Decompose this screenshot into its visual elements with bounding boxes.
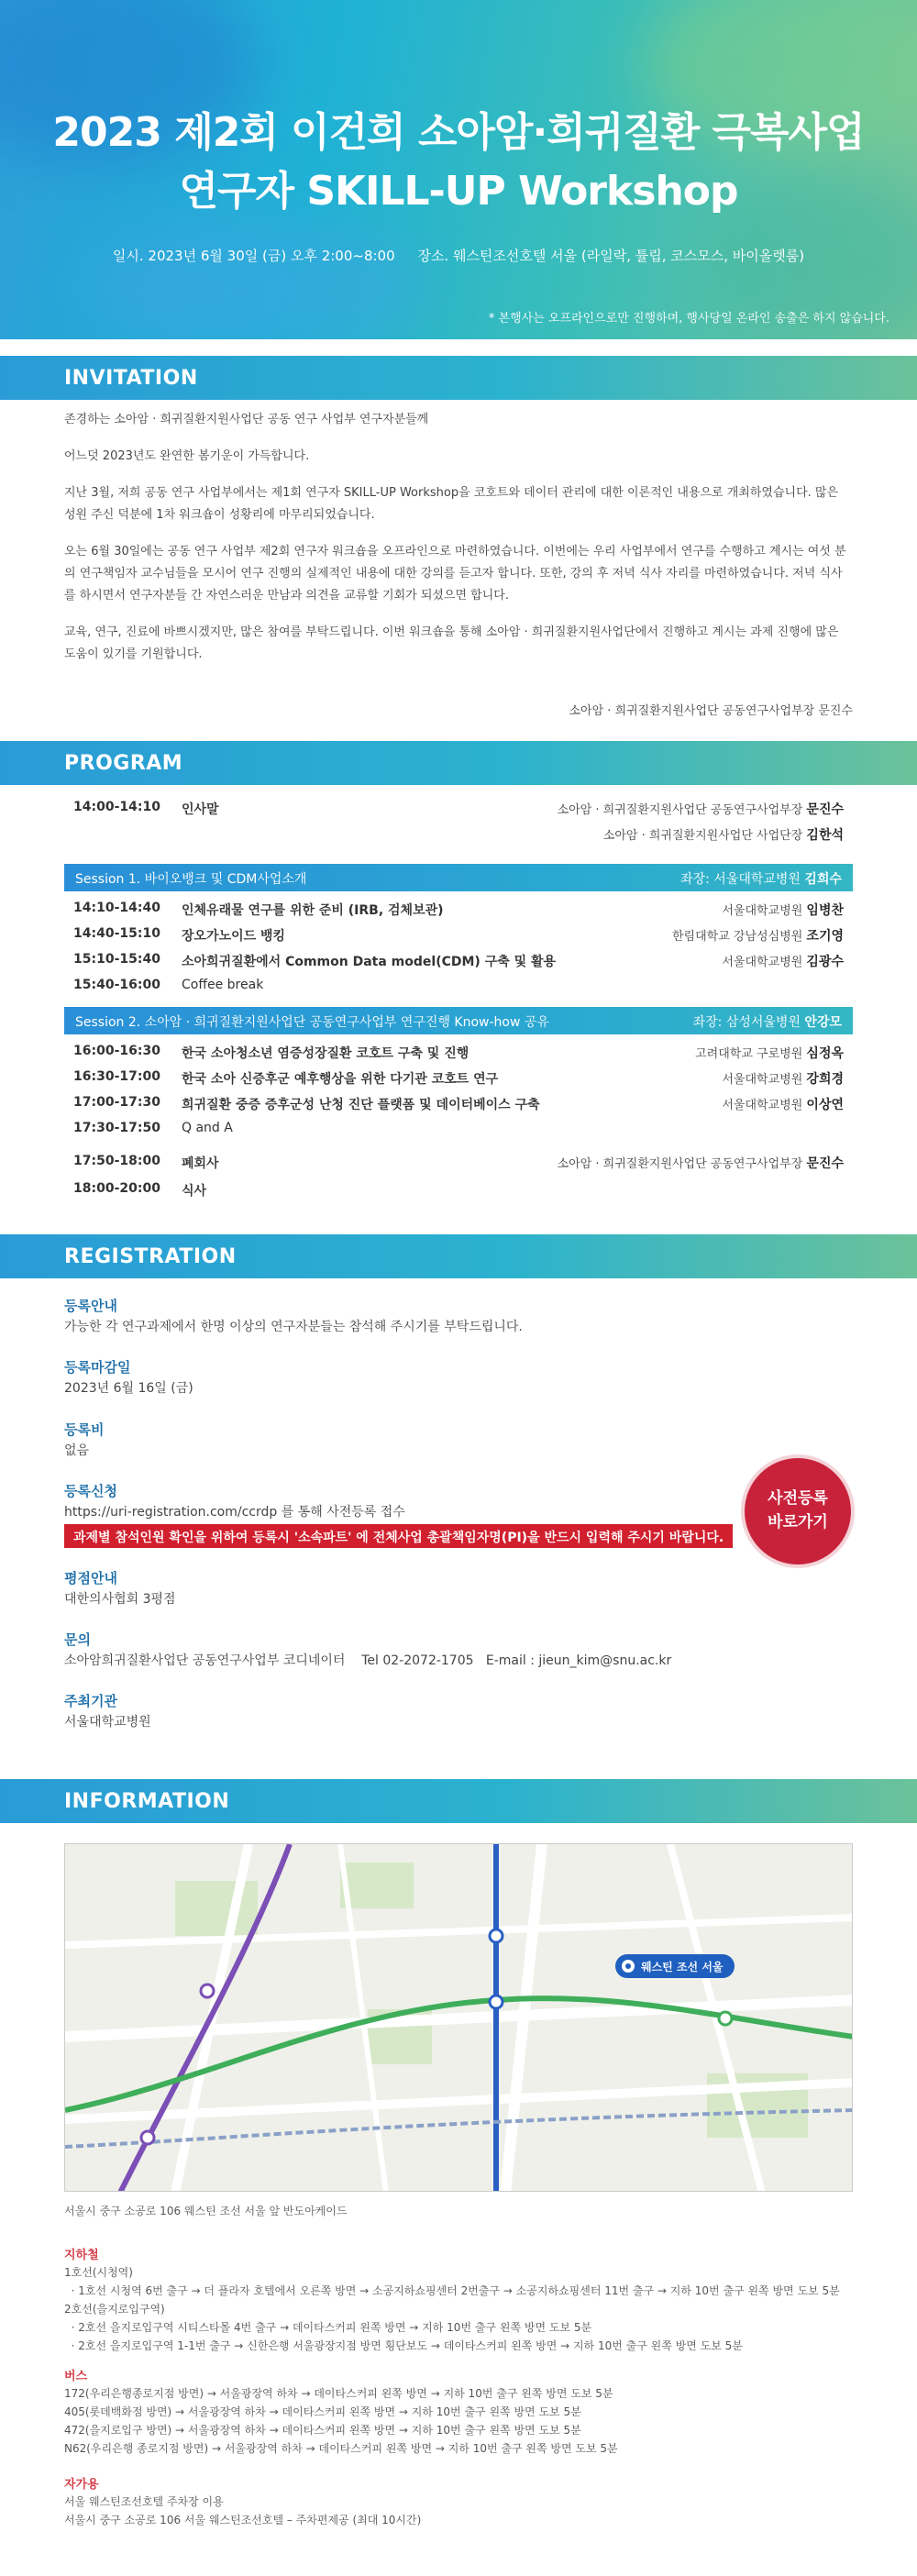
invitation-signature: 소아암 · 희귀질환지원사업단 공동연구사업부장 문진수: [569, 704, 853, 718]
event-note: * 본행사는 오프라인으로만 진행하며, 행사당일 온라인 송출은 하지 않습니다.: [488, 312, 889, 326]
location-map[interactable]: [64, 1843, 853, 2192]
program-row: [73, 1066, 853, 1091]
button-label: 사전등록: [768, 1489, 828, 1508]
program-row: [73, 1150, 853, 1176]
session-chair: 좌장: 삼성서울병원 안강모: [692, 1015, 842, 1030]
event-venue: 장소. 웨스틴조선호텔 서울 (라일락, 튤립, 코스모스, 바이올렛룸): [417, 248, 805, 264]
invitation-paragraph: 오는 6월 30일에는 공동 연구 사업부 제2회 연구자 워크숍을 오프라인으로 마련하였습니다. 이번에는 우리 사업부에서 연구를 수행하고 계시는 여섯 분의 연구책임자 교수님들을 모시어 연구 진행의 실제적인 내용에 대한 강의를 듣고자 합니다. 또한, 강의 후 저녁 식사 자리를 마련하였습니다. 저녁 식사를 하시면서 연구자분들 간 자연스러운 만남과 의견을 교류할 기회가 되셨으면 합니다.: [64, 545, 846, 603]
program-time: 15:10-15:40: [73, 952, 160, 967]
program-time: 18:00-20:00: [73, 1181, 160, 1196]
section-bar-invitation: [0, 356, 917, 400]
program-title: Q and A: [182, 1121, 233, 1135]
invitation-paragraph: 지난 3월, 저희 공동 연구 사업부에서는 제1회 연구자 SKILL-UP Workshop을 코호트와 데이터 관리에 대한 이론적인 내용으로 개최하였습니다. 많은 성원 주신 덕분에 1차 워크숍이 성황리에 마무리되었습니다.: [64, 486, 839, 522]
direction-line: · 2호선 을지로입구역 1-1번 출구 → 신한은행 서울광장지점 방면 횡단보도 → 데이타스커피 왼쪽 방면 → 지하 10번 출구 왼쪽 방면 도보 5분: [64, 2339, 743, 2352]
direction-line: 472(을지로입구 방면) → 서울광장역 하차 → 데이타스커피 왼쪽 방면 → 지하 10번 출구 왼쪽 방면 도보 5분: [64, 2424, 581, 2437]
session-title: Session 2. 소아암 · 희귀질환지원사업단 공동연구사업부 연구진행 Know-how 공유: [75, 1015, 549, 1030]
program-row: [73, 948, 853, 974]
reg-host-body: 서울대학교병원: [64, 1715, 151, 1730]
program-title: 한국 소아청소년 염증성장질환 코호트 구축 및 진행: [182, 1046, 470, 1061]
program-title: 식사: [182, 1184, 207, 1199]
section-heading: INVITATION: [64, 367, 198, 390]
invitation-paragraph: 존경하는 소아암 · 희귀질환지원사업단 공동 연구 사업부 연구자분들께: [64, 413, 429, 426]
program-time: 17:00-17:30: [73, 1095, 160, 1110]
direction-line: · 1호선 시청역 6번 출구 → 더 플라자 호텔에서 오른쪽 방면 → 소공지하쇼핑센터 2번출구 → 소공지하쇼핑센터 11번 출구 → 지하 10번 출구 왼쪽 방면 도보 5분: [64, 2284, 840, 2297]
invitation-paragraph: 교육, 연구, 진료에 바쁘시겠지만, 많은 참여를 부탁드립니다. 이번 워크숍을 통해 소아암 · 희귀질환지원사업단에서 진행하고 계시는 과제 진행에 많은 도움이 있기를 기원합니다.: [64, 625, 839, 661]
program-row: [73, 822, 853, 847]
decorative-blob: [92, 220, 422, 339]
car-heading: 자가용: [64, 2478, 99, 2492]
map-graphic: [65, 1844, 853, 2192]
section-bar-program: [0, 741, 917, 785]
program-row: [73, 923, 853, 948]
direction-line: 172(우리은행종로지점 방면) → 서울광장역 하차 → 데이타스커피 왼쪽 방면 → 지하 10번 출구 왼쪽 방면 도보 5분: [64, 2387, 613, 2400]
reg-credit-heading: 평점안내: [64, 1570, 117, 1587]
program-title: Coffee break: [182, 978, 264, 992]
reg-apply-link[interactable]: https://uri-registration.com/ccrdp 를 통해 사전등록 접수: [64, 1505, 405, 1520]
direction-line: 1호선(시청역): [64, 2266, 133, 2279]
program-speaker: 소아암 · 희귀질환지원사업단 사업단장 김한석: [602, 828, 844, 843]
program-speaker: 서울대학교병원 임병찬: [722, 903, 844, 918]
direction-line: · 2호선 을지로입구역 시티스타몰 4번 출구 → 데이타스커피 왼쪽 방면 → 지하 10번 출구 왼쪽 방면 도보 5분: [64, 2321, 592, 2334]
program-row: [73, 1040, 853, 1066]
direction-line: N62(우리은행 종로지점 방면) → 서울광장역 하차 → 데이타스커피 왼쪽 방면 → 지하 10번 출구 왼쪽 방면 도보 5분: [64, 2442, 618, 2455]
session-header: [64, 1007, 853, 1034]
reg-apply-note: 과제별 참석인원 확인을 위하여 등록시 '소속파트' 에 전체사업 총괄책임자명(PI)을 반드시 입력해 주시기 바랍니다.: [64, 1524, 733, 1548]
header-banner: [0, 0, 917, 339]
program-title: 소아희귀질환에서 Common Data model(CDM) 구축 및 활용: [182, 955, 557, 969]
reg-apply-heading: 등록신청: [64, 1483, 117, 1499]
section-heading: INFORMATION: [64, 1790, 230, 1813]
program-speaker: 서울대학교병원 강희경: [722, 1072, 844, 1087]
reg-credit-body: 대한의사협회 3평점: [64, 1592, 176, 1607]
invitation-paragraph: 어느덧 2023년도 완연한 봄기운이 가득합니다.: [64, 449, 310, 463]
car-directions: [64, 2493, 862, 2529]
event-title-line1: 2023 제2회 이건희 소아암·희귀질환 극복사업: [52, 109, 865, 156]
direction-line: 2호선(을지로입구역): [64, 2303, 165, 2316]
map-marker-label: 웨스틴 조선 서울: [641, 1961, 724, 1973]
program-speaker: 소아암 · 희귀질환지원사업단 공동연구사업부장 문진수: [557, 1156, 844, 1171]
program-time: 16:30-17:00: [73, 1069, 160, 1084]
direction-line: 405(롯데백화점 방면) → 서울광장역 하차 → 데이타스커피 왼쪽 방면 → 지하 10번 출구 왼쪽 방면 도보 5분: [64, 2405, 581, 2418]
session-title: Session 1. 바이오뱅크 및 CDM사업소개: [75, 872, 307, 887]
program-title: 희귀질환 중증 증후군성 난청 진단 플랫폼 및 데이터베이스 구축: [182, 1098, 540, 1112]
subway-heading: 지하철: [64, 2249, 99, 2262]
program-speaker: 고려대학교 구로병원 심정옥: [695, 1046, 844, 1061]
program-time: 14:00-14:10: [73, 800, 160, 814]
reg-guide-body: 가능한 각 연구과제에서 한명 이상의 연구자분들는 참석해 주시기를 부탁드립니다.: [64, 1320, 523, 1334]
direction-line: 서울시 중구 소공로 106 서울 웨스틴조선호텔 – 주차편제공 (최대 10시간): [64, 2514, 422, 2526]
section-heading: REGISTRATION: [64, 1245, 237, 1268]
bus-directions: [64, 2384, 862, 2458]
map-address: 서울시 중구 소공로 106 웨스틴 조선 서울 앞 반도아케이드: [64, 2205, 348, 2217]
reg-guide-heading: 등록안내: [64, 1298, 117, 1314]
event-title-line2: 연구자 SKILL-UP Workshop: [179, 168, 738, 215]
pre-registration-button[interactable]: [745, 1458, 851, 1564]
program-row: [73, 897, 853, 923]
event-info: [0, 246, 917, 265]
reg-deadline-body: 2023년 6월 16일 (금): [64, 1381, 193, 1396]
subway-directions: [64, 2263, 862, 2355]
program-row: [73, 796, 853, 822]
program-time: 17:30-17:50: [73, 1121, 160, 1135]
program-time: 14:10-14:40: [73, 901, 160, 915]
program-time: 14:40-15:10: [73, 926, 160, 941]
section-bar-registration: [0, 1234, 917, 1278]
program-speaker: 서울대학교병원 김광수: [722, 955, 844, 969]
program-title: 인체유래물 연구를 위한 준비 (IRB, 검체보관): [182, 903, 444, 918]
program-title: 폐회사: [182, 1156, 219, 1171]
session-header: [64, 864, 853, 891]
program-title: 인사말: [182, 802, 219, 817]
section-heading: PROGRAM: [64, 752, 183, 775]
session-chair: 좌장: 서울대학교병원 김희수: [680, 872, 842, 887]
program-row: [73, 1091, 853, 1117]
program-title: 한국 소아 신증후군 예후행상을 위한 다기관 코호트 연구: [182, 1072, 499, 1087]
bus-heading: 버스: [64, 2370, 88, 2383]
reg-deadline-heading: 등록마감일: [64, 1359, 131, 1376]
reg-host-heading: 주최기관: [64, 1693, 117, 1709]
program-time: 17:50-18:00: [73, 1154, 160, 1168]
direction-line: 서울 웨스틴조선호텔 주차장 이용: [64, 2495, 224, 2508]
reg-contact-heading: 문의: [64, 1631, 91, 1648]
program-row: [73, 1117, 853, 1143]
button-label: 바로가기: [768, 1513, 828, 1531]
program-time: 16:00-16:30: [73, 1044, 160, 1058]
program-title: 장오가노이드 뱅킹: [182, 929, 286, 944]
reg-contact-body: 소아암희귀질환사업단 공동연구사업부 코디네이터 Tel 02-2072-1705 E-mail : jieun_kim@snu.ac.kr: [64, 1653, 672, 1668]
program-row: [73, 974, 853, 1000]
program-speaker: 서울대학교병원 이상연: [722, 1098, 844, 1112]
reg-fee-body: 없음: [64, 1443, 90, 1458]
program-speaker: 한림대학교 강남성심병원 조기영: [672, 929, 844, 944]
program-time: 15:40-16:00: [73, 978, 160, 992]
reg-fee-heading: 등록비: [64, 1421, 105, 1438]
program-row: [73, 1177, 853, 1203]
section-bar-information: [0, 1779, 917, 1823]
program-speaker: 소아암 · 희귀질환지원사업단 공동연구사업부장 문진수: [557, 802, 844, 817]
event-date: 일시. 2023년 6월 30일 (금) 오후 2:00~8:00: [112, 248, 395, 264]
